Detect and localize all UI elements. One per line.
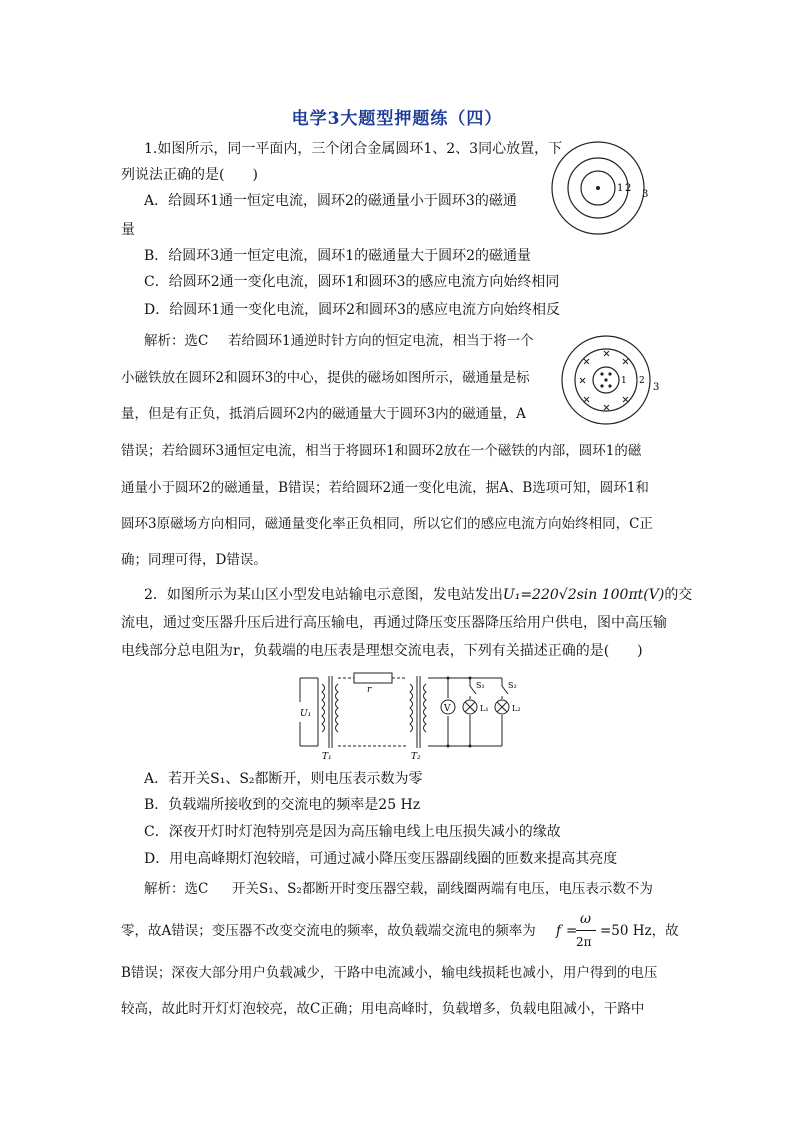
label-voltmeter: V [444,704,451,714]
q1-option-c: C．给圆环2通一变化电流，圆环1和圆环3的感应电流方向始终相同 [144,274,560,290]
field-ring-label-3: 3 [653,382,660,393]
q2-fraction-numerator: ω [580,911,592,927]
field-ring-label-2: 2 [639,376,645,386]
page-title: 电学3大题型押题练（四） [291,109,503,129]
label-u1: U₁ [300,709,312,719]
q1-option-d: D．给圆环1通一变化电流，圆环2和圆环3的感应电流方向始终相反 [144,302,560,318]
q2-solution-head: 解析：选C [144,881,209,897]
q2-option-a: A．若开关S₁、S₂都断开，则电压表示数为零 [144,771,423,787]
q2-equals: = [566,923,578,939]
ring-label-3: 3 [642,189,649,200]
q1-figure-field [560,330,670,440]
q1-stem-line1: 1.如图所示，同一平面内，三个闭合金属圆环1、2、3同心放置，下 [144,141,563,157]
q2-solution-line2-end: =50 Hz，故 [600,923,679,939]
q1-option-a-cont: 量 [121,222,135,238]
q2-stem-line2: 流电，通过变压器升压后进行高压输电，再通过降压变压器降压给用户供电，图中高压输 [121,615,667,631]
q2-solution-line3: B错误；深夜大部分用户负载减少，干路中电流减小，输电线损耗也减小，用户得到的电压 [121,965,658,981]
q1-option-b: B．给圆环3通一恒定电流，圆环1的磁通量大于圆环2的磁通量 [144,248,532,264]
q2-circuit-diagram [292,666,532,762]
q1-solution-line3: 量，但是有正负，抵消后圆环2内的磁通量大于圆环3内的磁通量，A [121,406,526,422]
q1-solution-line7: 确；同理可得，D错误。 [121,552,267,568]
q2-solution-line4: 较高，故此时开灯灯泡较亮，故C正确；用电高峰时，负载增多，负载电阻减小，干路中 [121,1001,645,1017]
q1-solution-head: 解析：选C [144,333,209,349]
q2-fraction-denominator: 2π [576,935,592,949]
q1-solution-line4: 错误；若给圆环3通恒定电流，相当于将圆环1和圆环2放在一个磁铁的内部，圆环1的磁 [121,443,642,459]
q2-solution-line1: 开关S₁、S₂都断开时变压器空载，副线圈两端有电压，电压表示数不为 [232,881,653,897]
q1-figure-rings [548,134,658,254]
label-r: r [367,685,372,695]
q2-stem-line1-text: 2．如图所示为某山区小型发电站输电示意图，发电站发出 [144,587,503,603]
ring-label-2: 2 [625,183,632,194]
q2-option-d: D．用电高峰期灯泡较暗，可通过减小降压变压器副线圈的匝数来提高其亮度 [144,851,618,867]
q1-stem-line2: 列说法正确的是( ) [121,167,258,183]
q2-stem-line1 [144,586,692,604]
q2-frequency-symbol: f [556,923,561,939]
q2-option-b: B．负载端所接收到的交流电的频率是25 Hz [144,797,421,813]
q1-solution-line6: 圆环3原磁场方向相同，磁通量变化率正负相同，所以它们的感应电流方向始终相同，C正 [121,516,653,532]
label-t2: T₂ [411,752,421,762]
q1-solution-line5: 通量小于圆环2的磁通量，B错误；若给圆环2通一变化电流，据A、B选项可知，圆环1和 [121,480,649,496]
q2-solution-line2: 零，故A错误；变压器不改变交流电的频率，故负载端交流电的频率为 [121,923,536,939]
label-s1: S₁ [476,681,485,690]
q2-fraction-bar [576,930,596,931]
q2-stem-line3: 电线部分总电阻为r，负载端的电压表是理想交流电表，下列有关描述正确的是( ) [121,643,643,659]
q1-solution-line1: 若给圆环1通逆时针方向的恒定电流，相当于将一个 [228,333,534,349]
q2-option-c: C．深夜开灯时灯泡特别亮是因为高压输电线上电压损失减小的缘故 [144,824,561,840]
q2-voltage-formula: U₁=220√2sin 100πt(V) [502,587,665,603]
label-l1: L₁ [480,704,489,713]
q1-solution-line2: 小磁铁放在圆环2和圆环3的中心，提供的磁场如图所示，磁通量是标 [121,370,530,386]
label-l2: L₂ [512,704,521,713]
q1-option-a: A．给圆环1通一恒定电流，圆环2的磁通量小于圆环3的磁通 [144,193,517,209]
q2-stem-line1-end: 的交 [664,587,693,603]
label-t1: T₁ [322,752,332,762]
field-ring-label-1: 1 [621,376,627,386]
label-s2: S₂ [508,681,517,690]
ring-label-1: 1 [617,183,624,194]
